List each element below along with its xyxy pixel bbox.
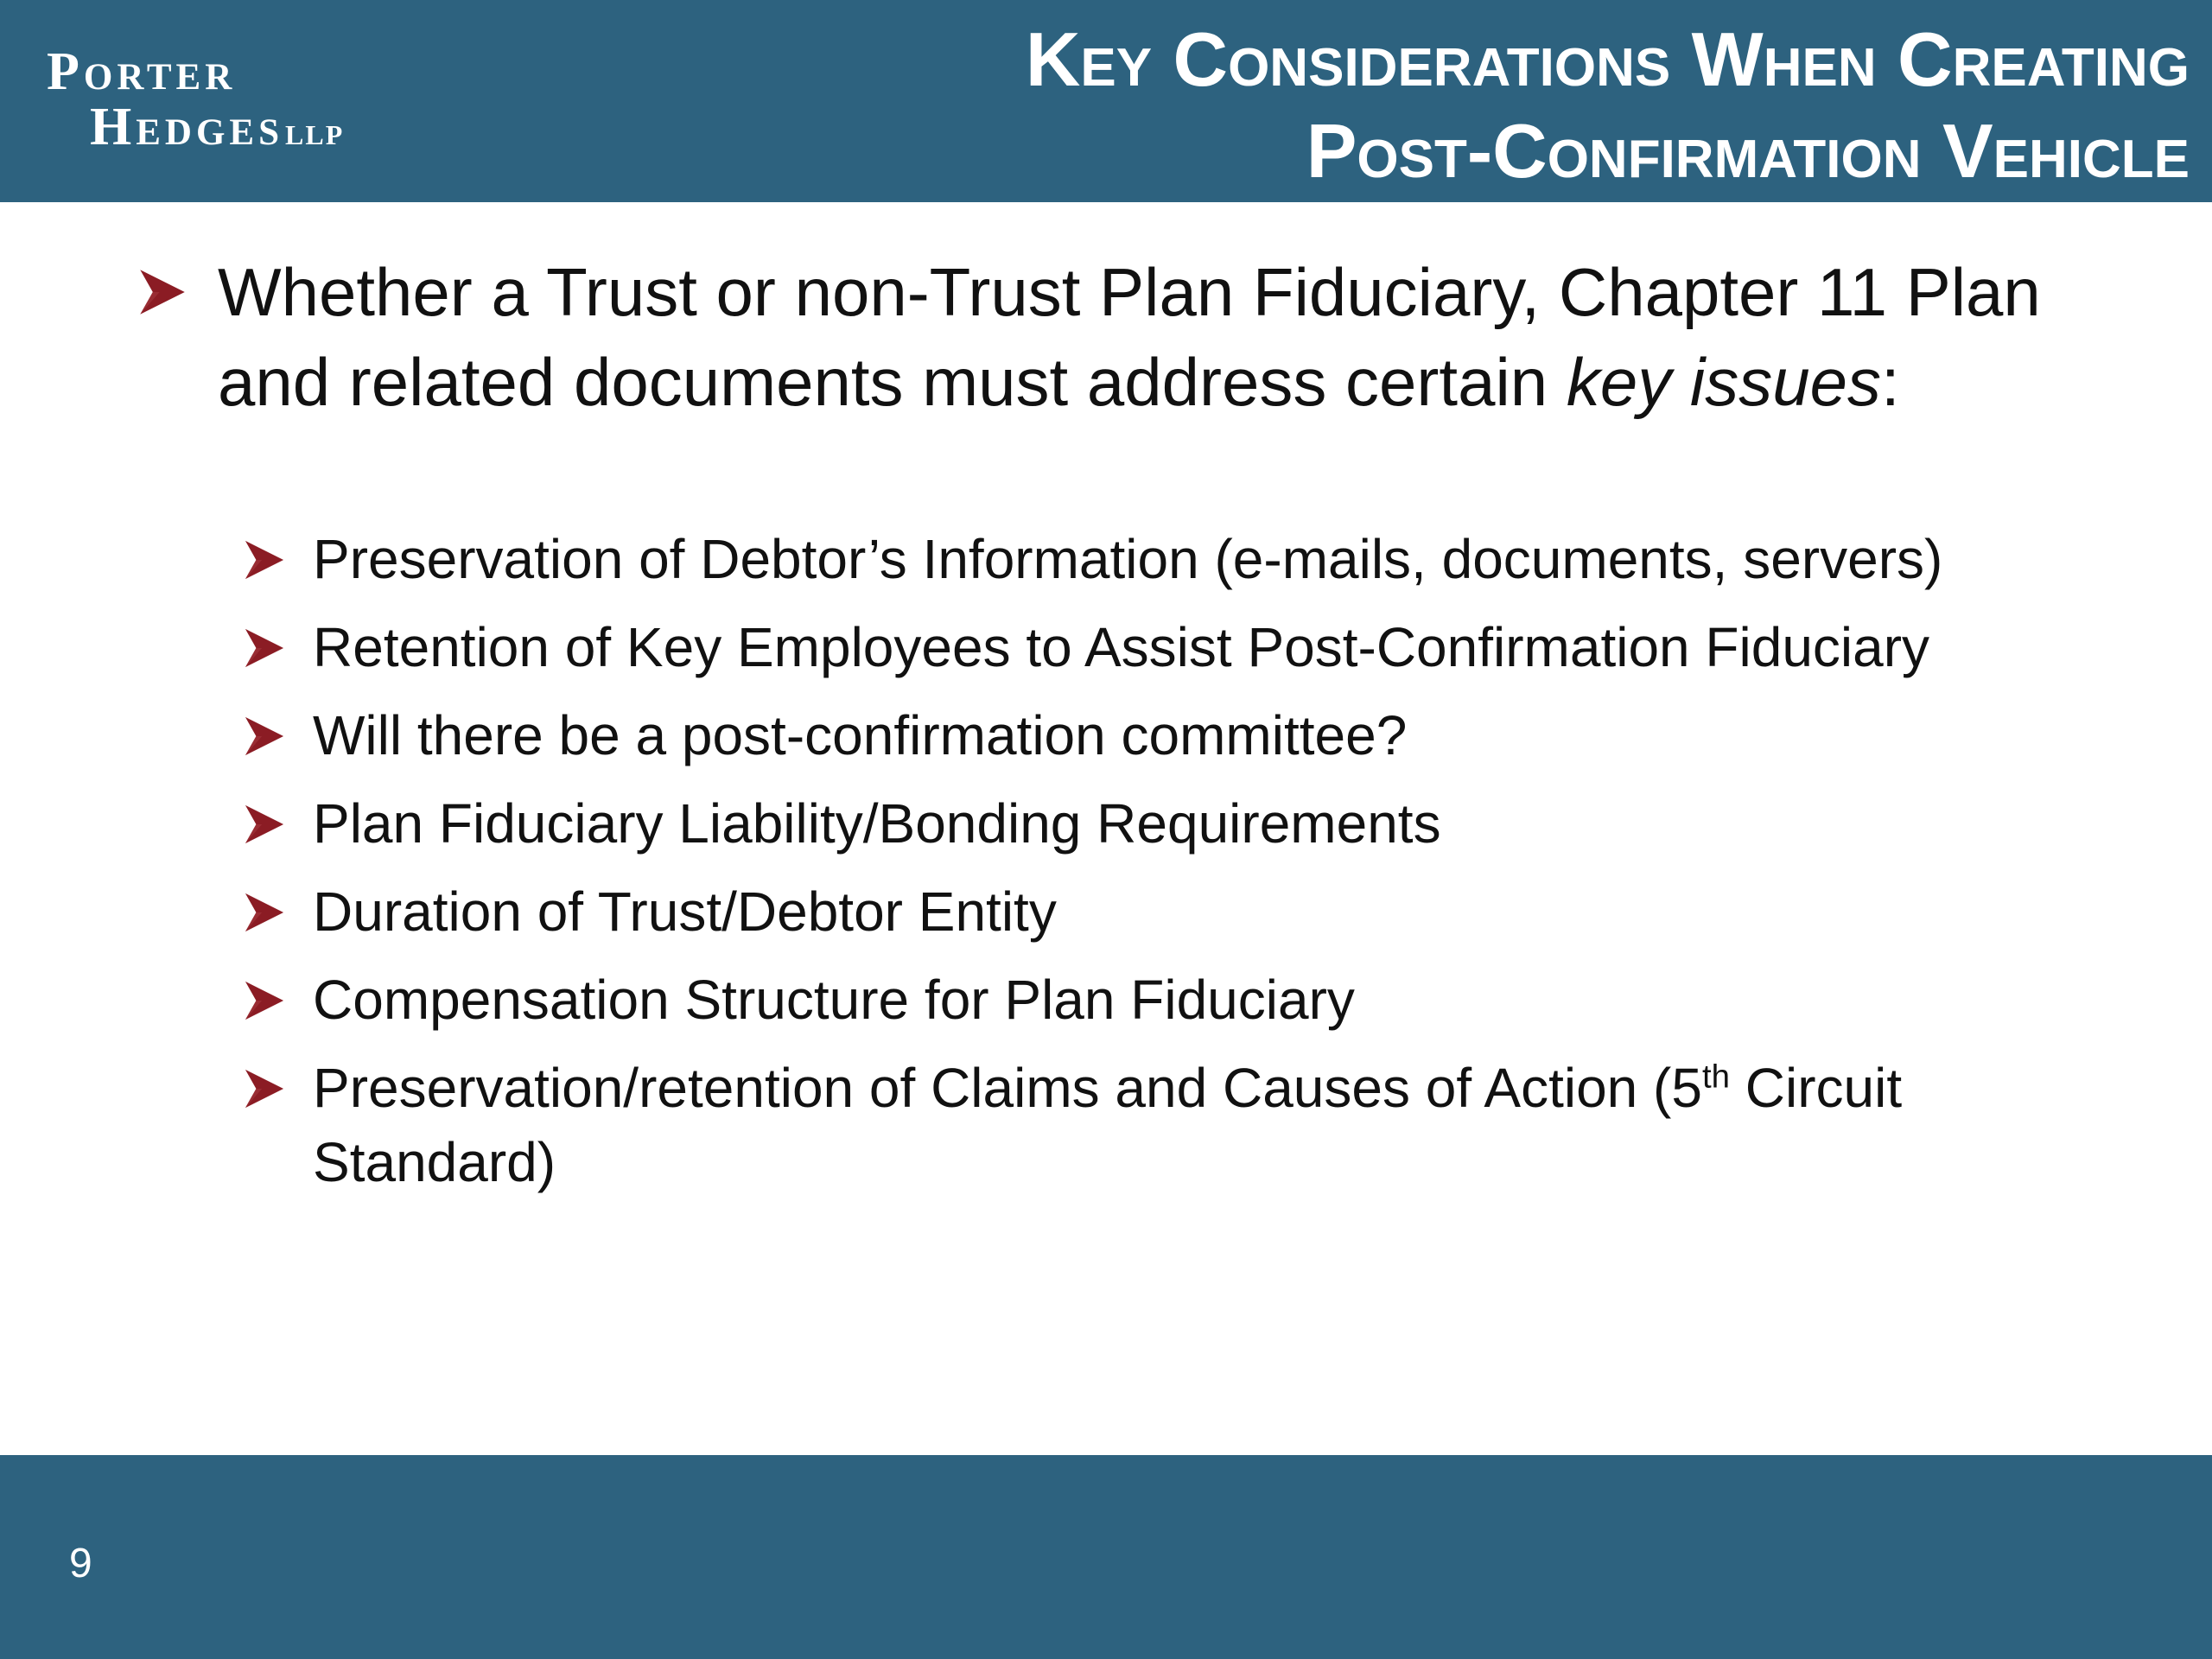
sub-bullet-item (244, 522, 2058, 596)
slide-title-line-2: Post-Confirmation Vehicle (1306, 108, 2190, 194)
page-number: 9 (69, 1541, 92, 1586)
slide-title (842, 14, 2190, 197)
arrowhead-bullet-icon (244, 715, 285, 757)
sub-bullet-item (244, 1051, 2058, 1199)
slide-content (0, 202, 2212, 1455)
logo-line-1: Porter (47, 42, 237, 101)
main-bullet-prefix: Whether a Trust or non-Trust Plan Fiduciary, Chapter 11 Plan and related documents must address certain (218, 254, 2041, 420)
arrowhead-bullet-icon (244, 892, 285, 933)
main-bullet-suffix: : (1880, 344, 1900, 420)
arrowhead-bullet-icon (244, 980, 285, 1021)
sub-bullet-text-part-1: Preservation/retention of Claims and Causes of Action (5 (313, 1057, 1702, 1119)
sub-bullet-text: Duration of Trust/Debtor Entity (313, 880, 1057, 943)
slide-title-line-1: Key Considerations When Creating (1025, 16, 2190, 102)
sub-bullet-text: Preservation of Debtor’s Information (e-mails, documents, servers) (313, 528, 1943, 590)
arrowhead-bullet-icon (244, 627, 285, 669)
arrowhead-bullet-icon (244, 1068, 285, 1109)
header-bar (0, 0, 2212, 202)
sub-bullet-text: Compensation Structure for Plan Fiduciary (313, 969, 1355, 1031)
arrowhead-bullet-icon (244, 539, 285, 581)
main-bullet-emphasis: key issues (1566, 344, 1881, 420)
sub-bullet-item (244, 610, 2058, 684)
sub-bullet-text: Retention of Key Employees to Assist Post-Confirmation Fiduciary (313, 616, 1930, 678)
logo-line-2 (90, 100, 344, 154)
arrowhead-bullet-icon (138, 268, 187, 316)
sub-bullet-item (244, 963, 2058, 1037)
main-bullet (138, 247, 2074, 427)
company-logo (47, 42, 345, 156)
footer-bar (0, 1455, 2212, 1659)
sub-bullet-item (244, 874, 2058, 949)
main-bullet-text (218, 247, 2074, 427)
sub-bullet-text: Plan Fiduciary Liability/Bonding Requirements (313, 792, 1441, 855)
logo-line-2-main: Hedges (90, 98, 284, 156)
sub-bullet-list (244, 522, 2058, 1213)
sub-bullet-superscript: th (1701, 1058, 1730, 1096)
sub-bullet-item (244, 698, 2058, 772)
sub-bullet-text: Will there be a post-confirmation committee? (313, 704, 1408, 766)
logo-suffix: LLP (285, 119, 345, 150)
arrowhead-bullet-icon (244, 804, 285, 845)
sub-bullet-text-part-2: Circuit Standard) (313, 1057, 1903, 1193)
sub-bullet-item (244, 786, 2058, 861)
